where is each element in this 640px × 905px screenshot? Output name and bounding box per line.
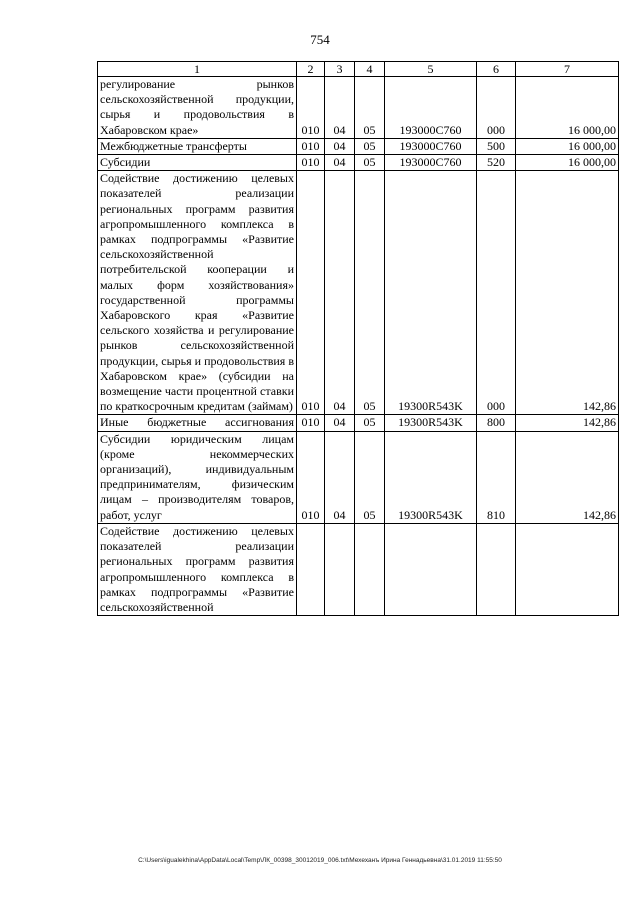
header-cell: 3: [325, 62, 355, 77]
row-description: Межбюджетные трансферты: [98, 138, 297, 154]
row-code-5: 193000С760: [385, 155, 477, 171]
row-code-5: 193000С760: [385, 138, 477, 154]
row-description: Субсидии юридическим лицам (кроме некоммерческих организаций), индивидуальным предпринимателям, физическим лицам – производителям товаров, работ, услуг: [98, 431, 297, 523]
row-amount: 16 000,00: [516, 138, 619, 154]
table-row: [98, 155, 619, 171]
table-row: [98, 415, 619, 431]
header-cell: 4: [355, 62, 385, 77]
row-code-4: 05: [355, 138, 385, 154]
row-code-2: 010: [297, 155, 325, 171]
row-code-4: 05: [355, 171, 385, 415]
table-row: [98, 77, 619, 139]
header-cell: 7: [516, 62, 619, 77]
row-code-2: [297, 523, 325, 615]
row-code-6: 000: [477, 77, 516, 139]
row-code-3: 04: [325, 155, 355, 171]
row-code-3: [325, 523, 355, 615]
row-code-5: [385, 523, 477, 615]
row-code-3: 04: [325, 77, 355, 139]
row-code-3: 04: [325, 138, 355, 154]
header-cell: 6: [477, 62, 516, 77]
row-code-2: 010: [297, 431, 325, 523]
header-cell: 2: [297, 62, 325, 77]
row-code-2: 010: [297, 138, 325, 154]
row-code-4: 05: [355, 155, 385, 171]
row-code-4: 05: [355, 77, 385, 139]
table-row: [98, 523, 619, 615]
row-code-2: 010: [297, 171, 325, 415]
footer-file-path: C:\Users\igualekhina\AppData\Local\Temp\ЛК_00398_30012019_006.txt\Мехеханъ Ирина Геннадьевна\31.01.2019 11:55:50: [138, 857, 502, 864]
row-amount: 142,86: [516, 431, 619, 523]
header-cell: 1: [98, 62, 297, 77]
row-code-5: 193000С760: [385, 77, 477, 139]
table-row: [98, 138, 619, 154]
row-code-2: 010: [297, 415, 325, 431]
page-number: 754: [310, 32, 330, 47]
row-code-4: 05: [355, 431, 385, 523]
row-code-6: 500: [477, 138, 516, 154]
row-description: регулирование рынков сельскохозяйственной продукции, сырья и продовольствия в Хабаровском крае»: [98, 77, 297, 139]
row-amount: 16 000,00: [516, 155, 619, 171]
row-code-2: 010: [297, 77, 325, 139]
row-code-4: [355, 523, 385, 615]
row-code-6: 520: [477, 155, 516, 171]
row-code-4: 05: [355, 415, 385, 431]
row-code-6: 810: [477, 431, 516, 523]
row-code-5: 19300R543K: [385, 171, 477, 415]
row-code-6: [477, 523, 516, 615]
budget-table: [97, 61, 619, 616]
row-code-6: 000: [477, 171, 516, 415]
table-row: [98, 171, 619, 415]
header-cell: 5: [385, 62, 477, 77]
row-code-3: 04: [325, 171, 355, 415]
row-description: Содействие достижению целевых показателей реализации региональных программ развития агропромышленного комплекса в рамках подпрограммы «Развитие сельскохозяйственной потребительской кооперации и малых форм хозяйствования» государственной программы Хабаровского края «Развитие сельского хозяйства и регулирование рынков сельскохозяйственной продукции, сырья и продовольствия в Хабаровском крае» (субсидии на возмещение части процентной ставки по краткосрочным кредитам (займам): [98, 171, 297, 415]
table-header-row: [98, 62, 619, 77]
row-description: Субсидии: [98, 155, 297, 171]
row-description: Иные бюджетные ассигнования: [98, 415, 297, 431]
row-amount: 16 000,00: [516, 77, 619, 139]
row-code-6: 800: [477, 415, 516, 431]
row-description: Содействие достижению целевых показателей реализации региональных программ развития агропромышленного комплекса в рамках подпрограммы «Развитие сельскохозяйственной: [98, 523, 297, 615]
row-code-3: 04: [325, 431, 355, 523]
row-amount: [516, 523, 619, 615]
row-code-5: 19300R543K: [385, 415, 477, 431]
row-amount: 142,86: [516, 415, 619, 431]
row-code-3: 04: [325, 415, 355, 431]
row-code-5: 19300R543K: [385, 431, 477, 523]
row-amount: 142,86: [516, 171, 619, 415]
table-row: [98, 431, 619, 523]
